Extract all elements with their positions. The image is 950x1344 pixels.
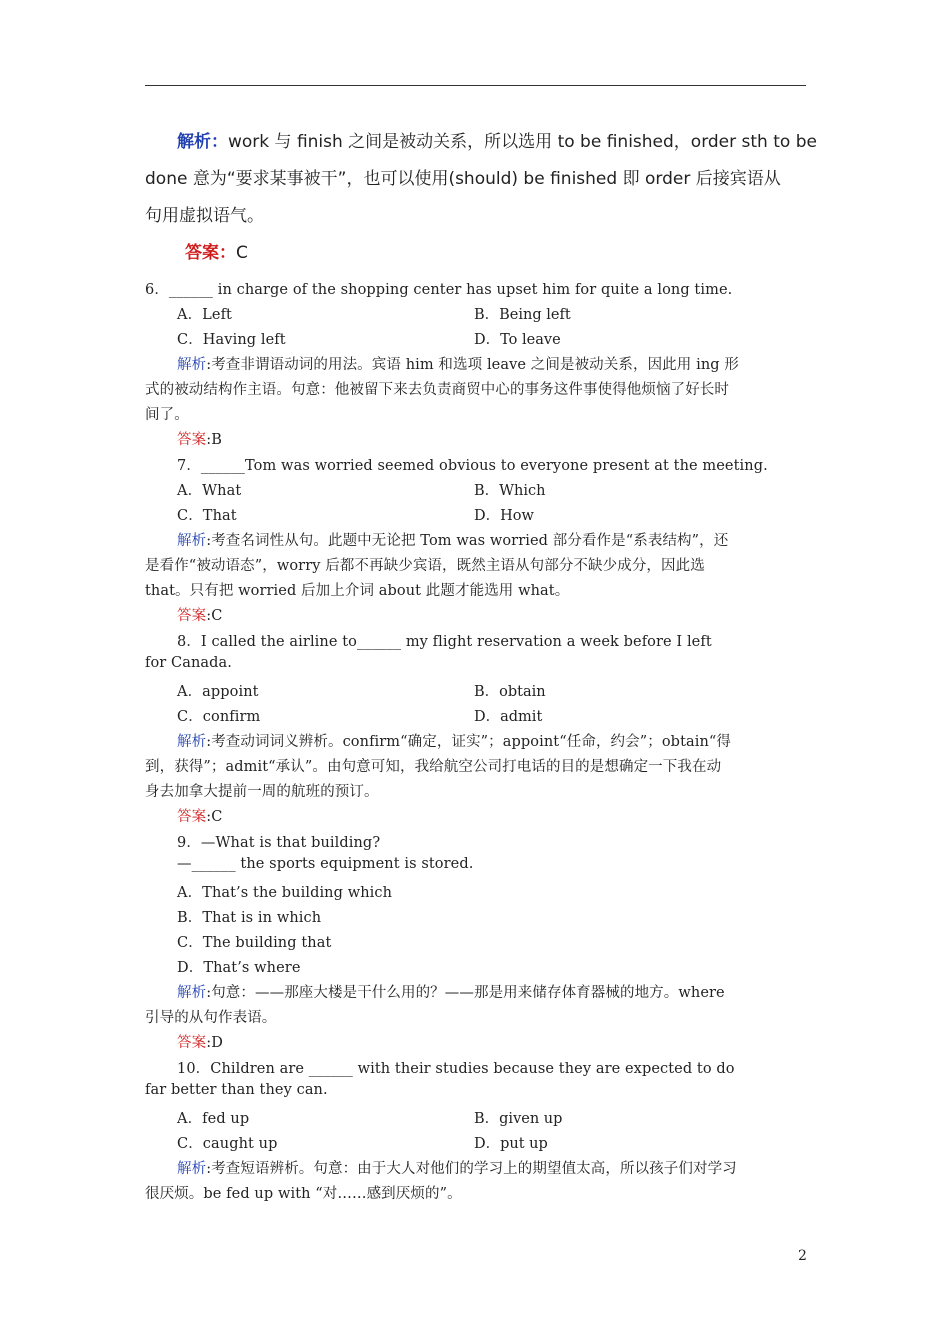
q8-stem-1: 8．I called the airline to______ my flight reservation a week before I left <box>177 634 712 650</box>
intro-line-2: done 意为“要求某事被干”，也可以使用(should) be finished 即 order 后接宾语从 <box>145 169 781 189</box>
q7-answer-value: :C <box>206 608 223 624</box>
q9-option-a: A．That’s the building which <box>177 885 393 901</box>
q7-option-b: B．Which <box>474 483 546 499</box>
q6-stem: 6．______ in charge of the shopping center has upset him for quite a long time. <box>145 282 733 298</box>
q7-option-d: D．How <box>474 508 534 524</box>
q9-explanation-2: 引导的从句作表语。 <box>145 1010 277 1026</box>
header-rule <box>145 85 806 86</box>
q6-answer-label: 答案 <box>177 432 207 448</box>
q8-explanation-label: 解析 <box>177 734 207 750</box>
q6-explanation-2: 式的被动结构作主语。句意：他被留下来去负责商贸中心的事务这件事使得他烦恼了好长时 <box>145 382 729 398</box>
q8-explanation-1 <box>177 730 731 751</box>
q6-option-a: A．Left <box>177 307 232 323</box>
q10-explanation-text: :考查短语辨析。句意：由于大人对他们的学习上的期望值太高，所以孩子们对学习 <box>206 1161 737 1177</box>
q8-option-d: D．admit <box>474 709 543 725</box>
q7-answer-label: 答案 <box>177 608 207 624</box>
q7-option-a: A．What <box>177 483 242 499</box>
answer-label: 答案： <box>185 243 236 263</box>
explanation-label: 解析： <box>177 132 228 152</box>
q8-answer <box>177 805 222 826</box>
q9-explanation-1 <box>177 981 725 1002</box>
intro-line-1 <box>145 127 815 152</box>
page-number: 2 <box>798 1248 807 1264</box>
q6-option-d: D．To leave <box>474 332 561 348</box>
q9-explanation-label: 解析 <box>177 985 207 1001</box>
q8-explanation-text: :考查动词词义辨析。confirm“确定，证实”；appoint“任命，约会”；obtain“得 <box>206 734 732 750</box>
q10-option-d: D．put up <box>474 1136 548 1152</box>
q8-explanation-2: 到，获得”；admit“承认”。由句意可知，我给航空公司打电话的目的是想确定一下我在动 <box>145 759 722 775</box>
q6-explanation-text: :考查非谓语动词的用法。宾语 him 和选项 leave 之间是被动关系，因此用 ing 形 <box>206 357 739 373</box>
q6-explanation-label: 解析 <box>177 357 207 373</box>
q6-answer <box>177 428 222 449</box>
q7-option-c: C．That <box>177 508 237 524</box>
q8-option-b: B．obtain <box>474 684 546 700</box>
q9-answer-value: :D <box>206 1035 223 1051</box>
q6-option-c: C．Having left <box>177 332 286 348</box>
q6-answer-value: :B <box>206 432 222 448</box>
q7-explanation-label: 解析 <box>177 533 207 549</box>
q10-option-a: A．fed up <box>177 1111 250 1127</box>
q9-stem-1: 9．—What is that building? <box>177 835 381 851</box>
q8-stem-2: for Canada. <box>145 655 232 671</box>
q7-explanation-text: :考查名词性从句。此题中无论把 Tom was worried 部分看作是“系表结构”，还 <box>206 533 729 549</box>
intro-answer <box>145 238 815 263</box>
q9-answer <box>177 1031 223 1052</box>
q7-explanation-3: that。只有把 worried 后加上介词 about 此题才能选用 what。 <box>145 583 570 599</box>
q6-explanation-3: 间了。 <box>145 407 189 423</box>
q9-answer-label: 答案 <box>177 1035 207 1051</box>
q7-explanation-2: 是看作“被动语态”，worry 后都不再缺少宾语，既然主语从句部分不缺少成分，因此选 <box>145 558 705 574</box>
q7-stem: 7．______Tom was worried seemed obvious to everyone present at the meeting. <box>177 458 768 474</box>
q6-explanation-1 <box>177 353 739 374</box>
q8-answer-label: 答案 <box>177 809 207 825</box>
q10-explanation-1 <box>177 1157 737 1178</box>
q8-option-a: A．appoint <box>177 684 259 700</box>
q7-answer <box>177 604 222 625</box>
q9-stem-2: —______ the sports equipment is stored. <box>177 856 474 872</box>
q9-option-b: B．That is in which <box>177 910 322 926</box>
q10-stem-2: far better than they can. <box>145 1082 328 1098</box>
q6-option-b: B．Being left <box>474 307 571 323</box>
q10-option-b: B．given up <box>474 1111 563 1127</box>
intro-text-1: work 与 finish 之间是被动关系，所以选用 to be finished，order sth to be <box>228 132 817 152</box>
q7-explanation-1 <box>177 529 728 550</box>
q10-explanation-2: 很厌烦。be fed up with “对……感到厌烦的”。 <box>145 1186 462 1202</box>
q10-option-c: C．caught up <box>177 1136 278 1152</box>
q9-option-d: D．That’s where <box>177 960 301 976</box>
intro-line-3: 句用虚拟语气。 <box>145 206 264 226</box>
q9-explanation-text: :句意：——那座大楼是干什么用的？——那是用来储存体育器械的地方。where <box>206 985 725 1001</box>
q8-explanation-3: 身去加拿大提前一周的航班的预订。 <box>145 784 379 800</box>
answer-value: C <box>236 243 248 263</box>
q9-option-c: C．The building that <box>177 935 332 951</box>
q8-option-c: C．confirm <box>177 709 261 725</box>
q10-stem-1: 10．Children are ______ with their studies because they are expected to do <box>177 1061 735 1077</box>
q10-explanation-label: 解析 <box>177 1161 207 1177</box>
q8-answer-value: :C <box>206 809 223 825</box>
